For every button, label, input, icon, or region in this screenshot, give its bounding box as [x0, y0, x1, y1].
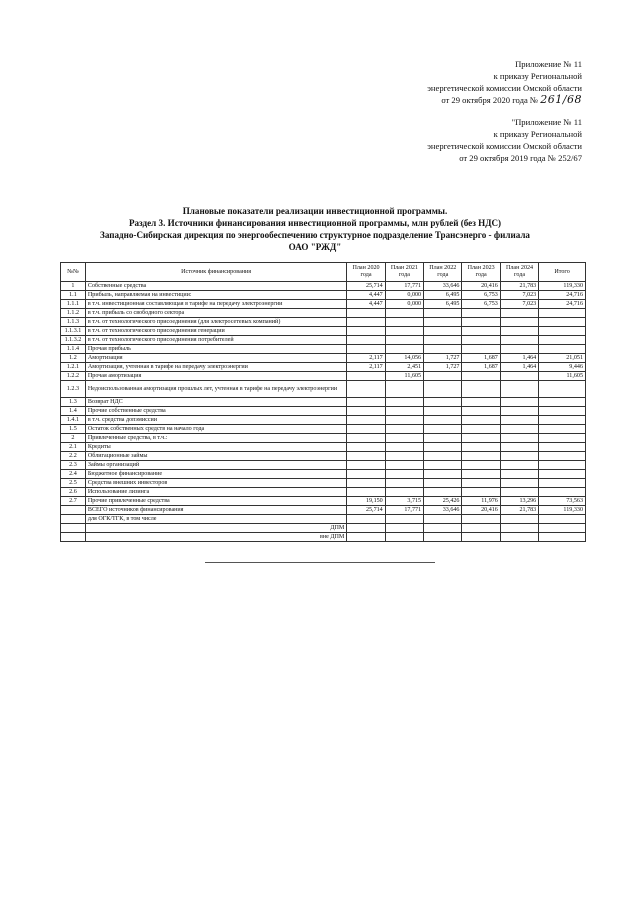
row-source-name: Привлеченные средства, в т.ч.:: [85, 434, 346, 443]
row-value: [539, 434, 586, 443]
row-value: [424, 479, 462, 488]
row-value: 1,727: [424, 363, 462, 372]
row-source-name: в т.ч. от технологического присоединения потребителей: [85, 336, 346, 345]
row-value: [424, 407, 462, 416]
row-value: [424, 372, 462, 381]
row-value: [424, 488, 462, 497]
row-source-name: Амортизация, учтенная в тарифе на передачу электроэнергии: [85, 363, 346, 372]
row-value: [500, 461, 538, 470]
table-row: [61, 354, 586, 363]
previous-appendix-header: [427, 116, 582, 164]
table-row: [61, 309, 586, 318]
row-code: 2.3: [61, 461, 86, 470]
row-value: 119,330: [539, 282, 586, 291]
row-value: [500, 381, 538, 398]
row-code: [61, 533, 86, 542]
row-value: [539, 524, 586, 533]
row-value: [539, 416, 586, 425]
row-value: [500, 318, 538, 327]
column-header: План 2022 года: [424, 263, 462, 282]
row-value: [539, 470, 586, 479]
row-value: [462, 416, 500, 425]
row-value: [462, 336, 500, 345]
row-value: [385, 479, 423, 488]
row-value: 2,117: [347, 363, 385, 372]
row-value: 13,296: [500, 497, 538, 506]
table-row: [61, 443, 586, 452]
row-value: [539, 443, 586, 452]
row-value: [424, 461, 462, 470]
row-value: [500, 327, 538, 336]
row-code: 2.1: [61, 443, 86, 452]
row-value: 14,056: [385, 354, 423, 363]
row-value: [385, 398, 423, 407]
row-value: [500, 425, 538, 434]
row-code: 1.2.3: [61, 381, 86, 398]
row-value: [347, 443, 385, 452]
row-code: 2.2: [61, 452, 86, 461]
row-code: 1.1.1: [61, 300, 86, 309]
table-row: [61, 452, 586, 461]
row-source-name: Прибыль, направляемая на инвестиции:: [85, 291, 346, 300]
row-value: [385, 524, 423, 533]
table-row: [61, 291, 586, 300]
row-value: 11,976: [462, 497, 500, 506]
row-value: [424, 524, 462, 533]
row-value: [500, 434, 538, 443]
row-value: 2,117: [347, 354, 385, 363]
row-value: 21,051: [539, 354, 586, 363]
row-value: [500, 488, 538, 497]
row-value: 17,771: [385, 282, 423, 291]
row-value: 19,150: [347, 497, 385, 506]
table-row: [61, 470, 586, 479]
row-source-name: Прочие собственные средства: [85, 407, 346, 416]
row-source-name: Бюджетное финансирование: [85, 470, 346, 479]
row-value: [385, 407, 423, 416]
row-value: [424, 345, 462, 354]
row-source-name: Амортизация: [85, 354, 346, 363]
row-code: 1.2.2: [61, 372, 86, 381]
row-value: [424, 515, 462, 524]
row-source-name: в т.ч. прибыль со свободного сектора: [85, 309, 346, 318]
row-value: [347, 524, 385, 533]
row-source-name: Прочая амортизация: [85, 372, 346, 381]
row-value: 0,000: [385, 291, 423, 300]
row-value: [347, 434, 385, 443]
row-value: [462, 488, 500, 497]
row-value: [500, 336, 538, 345]
row-source-name: в т.ч. от технологического присоединения генерации: [85, 327, 346, 336]
appendix-line: к приказу Региональной: [493, 129, 582, 139]
row-value: 1,464: [500, 363, 538, 372]
row-value: [347, 345, 385, 354]
appendix-date-line: [427, 94, 582, 106]
row-value: [500, 443, 538, 452]
row-value: [462, 398, 500, 407]
row-value: [347, 318, 385, 327]
row-source-name: Собственные средства: [85, 282, 346, 291]
row-value: [462, 381, 500, 398]
row-value: [424, 425, 462, 434]
appendix-line: от 29 октября 2019 года № 252/67: [459, 153, 582, 163]
row-value: [539, 452, 586, 461]
row-value: [347, 398, 385, 407]
row-value: [347, 372, 385, 381]
row-value: 2,451: [385, 363, 423, 372]
row-value: [424, 318, 462, 327]
column-header: План 2020 года: [347, 263, 385, 282]
row-code: 1.5: [61, 425, 86, 434]
row-value: [424, 309, 462, 318]
row-code: 2: [61, 434, 86, 443]
appendix-line: "Приложение № 11: [511, 117, 582, 127]
row-value: [539, 461, 586, 470]
row-code: 2.5: [61, 479, 86, 488]
row-value: 6,753: [462, 291, 500, 300]
row-value: [385, 345, 423, 354]
row-value: 20,416: [462, 282, 500, 291]
row-value: [385, 533, 423, 542]
row-code: 1: [61, 282, 86, 291]
row-code: 1.3: [61, 398, 86, 407]
row-value: 1,687: [462, 354, 500, 363]
table-row: [61, 479, 586, 488]
row-value: [347, 515, 385, 524]
table-row: [61, 282, 586, 291]
row-value: [539, 381, 586, 398]
column-header: План 2023 года: [462, 263, 500, 282]
row-value: [385, 309, 423, 318]
title-line: Плановые показатели реализации инвестиционной программы.: [182, 206, 448, 216]
row-value: 1,464: [500, 354, 538, 363]
table-row: [61, 336, 586, 345]
row-code: 1.1.2: [61, 309, 86, 318]
table-row: [61, 381, 586, 398]
row-value: [500, 416, 538, 425]
row-value: 25,714: [347, 506, 385, 515]
table-row: [61, 318, 586, 327]
row-value: [347, 425, 385, 434]
row-value: [539, 345, 586, 354]
row-value: [424, 443, 462, 452]
row-code: [61, 506, 86, 515]
row-value: 25,426: [424, 497, 462, 506]
row-value: [539, 309, 586, 318]
row-source-name: в т.ч. от технологического присоединения (для электросетевых компаний): [85, 318, 346, 327]
row-value: 4,447: [347, 291, 385, 300]
row-value: 1,687: [462, 363, 500, 372]
row-value: [539, 336, 586, 345]
row-value: [385, 318, 423, 327]
bottom-divider: [205, 562, 435, 563]
row-value: [424, 533, 462, 542]
row-value: [424, 452, 462, 461]
row-value: [539, 533, 586, 542]
row-value: [347, 327, 385, 336]
row-value: 25,714: [347, 282, 385, 291]
row-value: 6,495: [424, 291, 462, 300]
row-value: 33,646: [424, 506, 462, 515]
appendix-line: энергетической комиссии Омской области: [427, 83, 582, 93]
row-value: [539, 398, 586, 407]
row-source-name: ДПМ: [85, 524, 346, 533]
row-value: [539, 488, 586, 497]
row-value: 3,715: [385, 497, 423, 506]
row-value: [385, 434, 423, 443]
row-source-name: Займы организаций: [85, 461, 346, 470]
row-source-name: Прочая прибыль: [85, 345, 346, 354]
row-value: 11,605: [385, 372, 423, 381]
row-code: 2.6: [61, 488, 86, 497]
row-value: 4,447: [347, 300, 385, 309]
appendix-header: [427, 58, 582, 106]
row-value: [462, 309, 500, 318]
appendix-line: к приказу Региональной: [493, 71, 582, 81]
row-value: [539, 425, 586, 434]
row-value: 119,330: [539, 506, 586, 515]
row-value: [539, 407, 586, 416]
row-value: [385, 515, 423, 524]
row-source-name: Кредиты: [85, 443, 346, 452]
row-value: [462, 470, 500, 479]
appendix-line: Приложение № 11: [515, 59, 582, 69]
row-value: [347, 407, 385, 416]
row-value: [539, 515, 586, 524]
row-value: [424, 398, 462, 407]
table-row: [61, 345, 586, 354]
table-row: [61, 515, 586, 524]
row-source-name: Возврат НДС: [85, 398, 346, 407]
row-source-name: ВСЕГО источников финансирования: [85, 506, 346, 515]
section-title: Раздел 3. Источники финансирования инвестиционной программы, млн рублей (без НДС): [128, 218, 502, 228]
row-value: [500, 515, 538, 524]
row-code: [61, 524, 86, 533]
row-code: 1.1.4: [61, 345, 86, 354]
table-row: [61, 434, 586, 443]
table-row: [61, 506, 586, 515]
row-code: 1.1.3: [61, 318, 86, 327]
row-value: [424, 470, 462, 479]
row-value: [385, 488, 423, 497]
appendix-date: от 29 октября 2020 года №: [441, 95, 539, 105]
financing-sources-table: [60, 262, 586, 542]
row-value: [385, 381, 423, 398]
table-row: [61, 398, 586, 407]
row-code: 1.1: [61, 291, 86, 300]
row-value: [347, 470, 385, 479]
row-value: [500, 407, 538, 416]
row-code: [61, 515, 86, 524]
company-title: ОАО "РЖД": [288, 242, 342, 252]
row-source-name: Недоиспользованная амортизация прошлых лет, учтенная в тарифе на передачу электроэнергии: [85, 381, 346, 398]
row-value: [424, 434, 462, 443]
table-row: [61, 497, 586, 506]
row-value: [500, 398, 538, 407]
row-value: [500, 479, 538, 488]
row-code: 2.4: [61, 470, 86, 479]
appendix-line: энергетической комиссии Омской области: [427, 141, 582, 151]
row-value: [462, 425, 500, 434]
row-value: 0,000: [385, 300, 423, 309]
row-value: [385, 452, 423, 461]
row-value: [424, 416, 462, 425]
table-row: [61, 461, 586, 470]
row-value: 6,753: [462, 300, 500, 309]
row-code: 1.2.1: [61, 363, 86, 372]
row-value: [539, 318, 586, 327]
row-code: 1.2: [61, 354, 86, 363]
row-code: 1.1.3.2: [61, 336, 86, 345]
column-header: Итого: [539, 263, 586, 282]
row-value: [424, 381, 462, 398]
row-value: [539, 327, 586, 336]
row-value: [385, 336, 423, 345]
row-source-name: Облигационные займы: [85, 452, 346, 461]
row-value: 20,416: [462, 506, 500, 515]
table-row: [61, 327, 586, 336]
row-code: 1.4: [61, 407, 86, 416]
row-value: 33,646: [424, 282, 462, 291]
row-value: [462, 452, 500, 461]
row-value: [385, 327, 423, 336]
row-value: [385, 425, 423, 434]
row-source-name: Остаток собственных средств на начало года: [85, 425, 346, 434]
row-value: 24,716: [539, 291, 586, 300]
row-value: [462, 407, 500, 416]
row-value: [539, 479, 586, 488]
row-value: 21,783: [500, 506, 538, 515]
directorate-title: Западно-Сибирская дирекция по энергообеспечению структурное подразделение Трансэнерго - филиала: [100, 230, 530, 240]
row-source-name: Средства внешних инвесторов: [85, 479, 346, 488]
row-value: 24,716: [539, 300, 586, 309]
table-row: [61, 407, 586, 416]
row-value: [385, 470, 423, 479]
row-source-name: Прочие привлеченные средства: [85, 497, 346, 506]
row-source-name: для ОГК/ТГК, в том числе: [85, 515, 346, 524]
row-code: 1.1.3.1: [61, 327, 86, 336]
row-source-name: вне ДПМ: [85, 533, 346, 542]
column-header: План 2021 года: [385, 263, 423, 282]
table-header-row: [61, 263, 586, 282]
table-row: [61, 372, 586, 381]
row-code: 2.7: [61, 497, 86, 506]
row-value: [385, 416, 423, 425]
table-row: [61, 363, 586, 372]
row-value: [462, 372, 500, 381]
row-source-name: в т.ч. средства допэмиссии: [85, 416, 346, 425]
row-value: 9,446: [539, 363, 586, 372]
row-value: [500, 345, 538, 354]
row-source-name: Использование лизинга: [85, 488, 346, 497]
row-value: [347, 416, 385, 425]
row-value: [424, 327, 462, 336]
table-row: [61, 416, 586, 425]
row-value: 7,023: [500, 291, 538, 300]
row-value: 7,023: [500, 300, 538, 309]
row-value: [347, 533, 385, 542]
row-value: [500, 533, 538, 542]
row-value: 1,727: [424, 354, 462, 363]
row-source-name: в т.ч. инвестиционная составляющая в тарифе на передачу электроэнергии: [85, 300, 346, 309]
row-value: [462, 533, 500, 542]
row-value: [385, 461, 423, 470]
row-value: [347, 309, 385, 318]
row-value: [462, 479, 500, 488]
column-header: Источник финансирования: [85, 263, 346, 282]
row-value: [347, 381, 385, 398]
row-value: [462, 318, 500, 327]
row-value: [347, 452, 385, 461]
row-value: [347, 336, 385, 345]
row-value: [500, 470, 538, 479]
table-row: [61, 524, 586, 533]
row-value: [462, 524, 500, 533]
row-value: 17,771: [385, 506, 423, 515]
row-value: 11,605: [539, 372, 586, 381]
row-value: 21,783: [500, 282, 538, 291]
row-value: 73,563: [539, 497, 586, 506]
row-code: 1.4.1: [61, 416, 86, 425]
row-value: [500, 524, 538, 533]
row-value: [347, 461, 385, 470]
handwritten-number: 261/68: [540, 93, 582, 106]
row-value: [385, 443, 423, 452]
column-header: План 2024 года: [500, 263, 538, 282]
row-value: [500, 372, 538, 381]
row-value: [347, 488, 385, 497]
column-header: №№: [61, 263, 86, 282]
table-row: [61, 533, 586, 542]
row-value: [424, 336, 462, 345]
row-value: [462, 327, 500, 336]
row-value: 6,495: [424, 300, 462, 309]
row-value: [462, 434, 500, 443]
row-value: [462, 443, 500, 452]
table-row: [61, 300, 586, 309]
row-value: [462, 345, 500, 354]
row-value: [500, 309, 538, 318]
row-value: [347, 479, 385, 488]
table-row: [61, 425, 586, 434]
document-title: [60, 205, 570, 253]
row-value: [462, 515, 500, 524]
row-value: [462, 461, 500, 470]
row-value: [500, 452, 538, 461]
table-row: [61, 488, 586, 497]
